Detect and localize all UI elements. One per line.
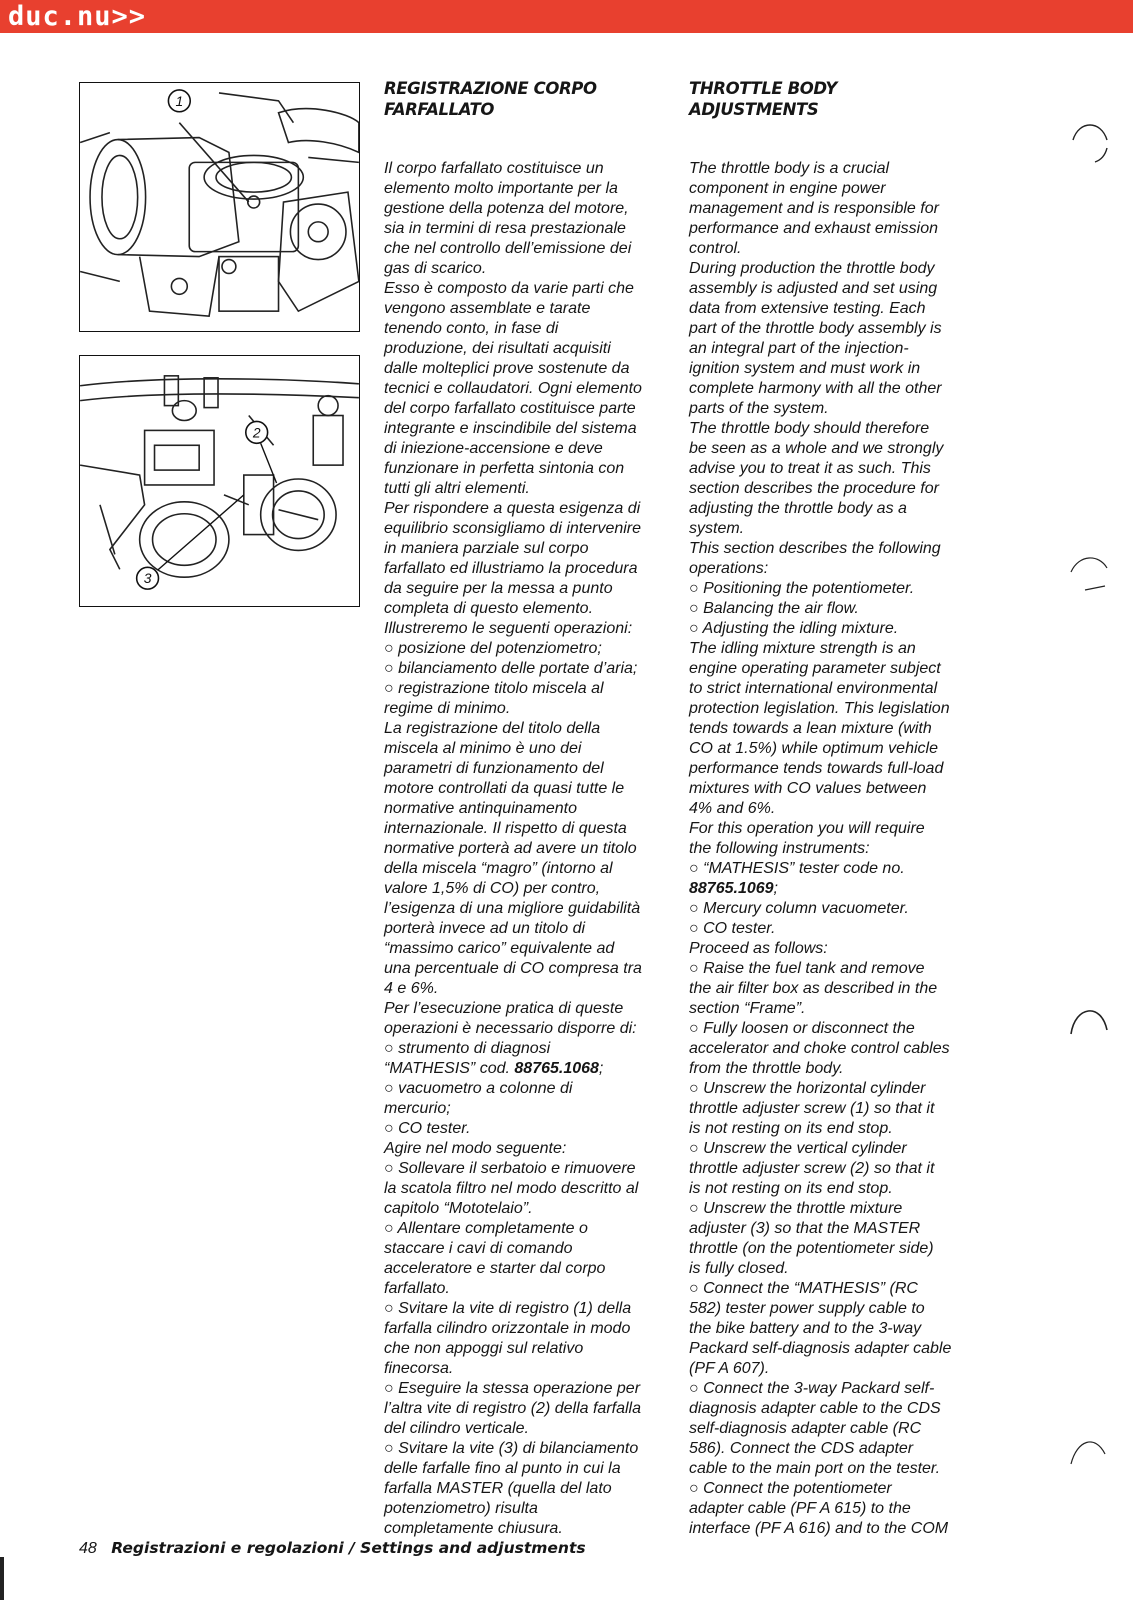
english-line: ○ Balancing the air flow. <box>689 600 859 617</box>
italian-line: dalle molteplici prove sostenute da <box>384 360 630 377</box>
english-column <box>689 78 979 1539</box>
italian-line: valore 1,5% di CO) per contro, <box>384 880 601 897</box>
italian-line: La registrazione del titolo della <box>384 720 601 737</box>
english-line: adjusting the throttle body as a <box>689 500 907 517</box>
english-line: ○ Unscrew the vertical cylinder <box>689 1140 907 1157</box>
italian-line: la scatola filtro nel modo descritto al <box>384 1180 639 1197</box>
english-line: data from extensive testing. Each <box>689 300 926 317</box>
italian-line: Illustreremo le seguenti operazioni: <box>384 620 633 637</box>
english-line: ○ Fully loosen or disconnect the <box>689 1020 915 1037</box>
italian-line: normative antinquinamento <box>384 800 578 817</box>
english-line: tends towards a lean mixture (with <box>689 720 932 737</box>
english-line: ○ Raise the fuel tank and remove <box>689 960 925 977</box>
english-line: ○ CO tester. <box>689 920 776 937</box>
italian-line: Per l’esecuzione pratica di queste <box>384 1000 624 1017</box>
english-line <box>689 139 979 159</box>
italian-line: che non appoggi sul relativo <box>384 1340 584 1357</box>
english-line: Packard self-diagnosis adapter cable <box>689 1340 952 1357</box>
english-line: This section describes the following <box>689 540 941 557</box>
english-line: throttle adjuster screw (1) so that it <box>689 1100 935 1117</box>
english-line: adjuster (3) so that the MASTER <box>689 1220 921 1237</box>
english-line: performance and exhaust emission <box>689 220 939 237</box>
english-line: ○ Connect the “MATHESIS” (RC <box>689 1280 918 1297</box>
tool-code: 88765.1069 <box>689 880 774 897</box>
italian-line: della miscela “magro” (intorno al <box>384 860 613 877</box>
english-line: 4% and 6%. <box>689 800 776 817</box>
italian-line: ○ Sollevare il serbatoio e rimuovere <box>384 1160 636 1177</box>
footer-title: Registrazioni e regolazioni / Settings and adjustments <box>111 1539 586 1557</box>
english-line: protection legislation. This legislation <box>689 700 950 717</box>
english-line: from the throttle body. <box>689 1060 844 1077</box>
english-line: 582) tester power supply cable to <box>689 1300 925 1317</box>
italian-line: di iniezione-accensione e deve <box>384 440 603 457</box>
english-line: ignition system and must work in <box>689 360 921 377</box>
margin-arc-icon <box>1065 1430 1111 1476</box>
tool-code-suffix: ; <box>598 1060 604 1077</box>
italian-line: ○ Svitare la vite (3) di bilanciamento <box>384 1440 639 1457</box>
english-line: is not resting on its end stop. <box>689 1120 893 1137</box>
italian-line: del corpo farfallato costituisce parte <box>384 400 636 417</box>
throttle-body-figure-1 <box>79 82 360 332</box>
italian-line: l’altra vite di registro (2) della farfalla <box>384 1400 641 1417</box>
italian-line: che nel controllo dell’emissione dei <box>384 240 632 257</box>
english-line: throttle adjuster screw (2) so that it <box>689 1160 935 1177</box>
italian-line <box>384 139 674 159</box>
margin-arc-icon <box>1065 1000 1111 1046</box>
italian-line: del cilindro verticale. <box>384 1420 529 1437</box>
english-line: ○ Mercury column vacuometer. <box>689 900 909 917</box>
italian-line: farfallato ed illustriamo la procedura <box>384 560 638 577</box>
english-line: During production the throttle body <box>689 260 935 277</box>
italian-line: farfalla MASTER (quella del lato <box>384 1480 612 1497</box>
throttle-body-illustration-2 <box>80 356 359 606</box>
english-line: ○ Unscrew the horizontal cylinder <box>689 1080 926 1097</box>
throttle-body-illustration-1 <box>80 83 359 331</box>
italian-line: ○ Eseguire la stessa operazione per <box>384 1380 641 1397</box>
english-line: throttle (on the potentiometer side) <box>689 1240 934 1257</box>
italian-line: completamente chiusura. <box>384 1520 563 1537</box>
italian-line: ○ posizione del potenziometro; <box>384 640 602 657</box>
italian-line: mercurio; <box>384 1100 451 1117</box>
english-line: The throttle body is a crucial <box>689 160 890 177</box>
italian-line: Agire nel modo seguente: <box>384 1140 567 1157</box>
english-line: is fully closed. <box>689 1260 789 1277</box>
english-line: advise you to treat it as such. This <box>689 460 931 477</box>
italian-line: tecnici e collaudatori. Ogni elemento <box>384 380 642 397</box>
italian-line: ○ Allentare completamente o <box>384 1220 588 1237</box>
italian-line: vengono assemblate e tarate <box>384 300 591 317</box>
italian-line: porterà invece ad un titolo di <box>384 920 586 937</box>
site-logo[interactable]: duc.nu>> <box>8 1 147 32</box>
english-line: 586). Connect the CDS adapter <box>689 1440 914 1457</box>
italian-line: una percentuale di CO compresa tra <box>384 960 642 977</box>
italian-line: capitolo “Mototelaio”. <box>384 1200 533 1217</box>
english-line: the following instruments: <box>689 840 870 857</box>
english-line: cable to the main port on the tester. <box>689 1460 941 1477</box>
margin-arc-icon <box>1065 120 1111 166</box>
italian-line: tutti gli altri elementi. <box>384 480 530 497</box>
english-line: the bike battery and to the 3-way <box>689 1320 922 1337</box>
english-line: self-diagnosis adapter cable (RC <box>689 1420 922 1437</box>
italian-line: acceleratore e starter dal corpo <box>384 1260 606 1277</box>
english-line: ○ Positioning the potentiometer. <box>689 580 915 597</box>
italian-line: “MATHESIS” cod. 88765.1068; <box>384 1060 604 1077</box>
italian-line: funzionare in perfetta sintonia con <box>384 460 625 477</box>
english-line: (PF A 607). <box>689 1360 770 1377</box>
tool-code: 88765.1068 <box>514 1060 599 1077</box>
english-line: mixtures with CO values between <box>689 780 927 797</box>
italian-line: integrante e inscindibile del sistema <box>384 420 637 437</box>
english-line: is not resting on its end stop. <box>689 1180 893 1197</box>
italian-line: finecorsa. <box>384 1360 454 1377</box>
english-line: management and is responsible for <box>689 200 939 217</box>
english-line: For this operation you will require <box>689 820 925 837</box>
tool-code-suffix: ; <box>773 880 778 897</box>
english-line: interface (PF A 616) and to the COM <box>689 1520 949 1537</box>
italian-line: Per rispondere a questa esigenza di <box>384 500 641 517</box>
margin-arc-icon <box>1065 550 1111 596</box>
english-line: ○ Unscrew the throttle mixture <box>689 1200 903 1217</box>
english-line: Proceed as follows: <box>689 940 828 957</box>
english-line: an integral part of the injection- <box>689 340 909 357</box>
english-line: to strict international environmental <box>689 680 938 697</box>
italian-line: gestione della potenza del motore, <box>384 200 629 217</box>
english-line: engine operating parameter subject <box>689 660 941 677</box>
english-line: component in engine power <box>689 180 886 197</box>
english-line: accelerator and choke control cables <box>689 1040 950 1057</box>
italian-line: farfallato. <box>384 1280 450 1297</box>
english-line: control. <box>689 240 742 257</box>
page-number: 48 <box>79 1540 97 1557</box>
english-line: parts of the system. <box>689 400 829 417</box>
english-line: be seen as a whole and we strongly <box>689 440 944 457</box>
italian-line: ○ registrazione titolo miscela al <box>384 680 604 697</box>
italian-line: produzione, dei risultati acquisiti <box>384 340 611 357</box>
italian-line: completa di questo elemento. <box>384 600 594 617</box>
english-line: adapter cable (PF A 615) to the <box>689 1500 911 1517</box>
italian-line: delle farfalle fino al punto in cui la <box>384 1460 621 1477</box>
italian-line: miscela al minimo è uno dei <box>384 740 582 757</box>
english-line: CO at 1.5%) while optimum vehicle <box>689 740 938 757</box>
italian-line: “massimo carico” equivalente ad <box>384 940 615 957</box>
italian-line: da seguire per la messa a punto <box>384 580 613 597</box>
english-line: diagnosis adapter cable to the CDS <box>689 1400 941 1417</box>
italian-heading: REGISTRAZIONE CORPO FARFALLATO <box>384 79 597 119</box>
english-line: ○ “MATHESIS” tester code no. <box>689 860 905 877</box>
throttle-body-figure-2 <box>79 355 360 607</box>
english-line: performance tends towards full-load <box>689 760 944 777</box>
italian-line: ○ CO tester. <box>384 1120 471 1137</box>
page-footer <box>79 1539 586 1558</box>
italian-line: farfalla cilindro orizzontale in modo <box>384 1320 631 1337</box>
italian-line: staccare i cavi di comando <box>384 1240 573 1257</box>
italian-line: 4 e 6%. <box>384 980 439 997</box>
english-line: section “Frame”. <box>689 1000 806 1017</box>
italian-line: Esso è composto da varie parti che <box>384 280 634 297</box>
italian-line: ○ strumento di diagnosi <box>384 1040 551 1057</box>
callout-2: 2 <box>252 424 261 441</box>
italian-column <box>384 78 674 1539</box>
english-line: The throttle body should therefore <box>689 420 930 437</box>
english-line: section describes the procedure for <box>689 480 939 497</box>
callout-3: 3 <box>143 570 152 587</box>
italian-line: equilibrio sconsigliamo di intervenire <box>384 520 642 537</box>
italian-line: sia in termini di resa prestazionale <box>384 220 626 237</box>
italian-line: l’esigenza di una migliore guidabilità <box>384 900 641 917</box>
english-heading: THROTTLE BODY ADJUSTMENTS <box>689 79 837 119</box>
italian-line: ○ Svitare la vite di registro (1) della <box>384 1300 632 1317</box>
italian-line: Il corpo farfallato costituisce un <box>384 160 604 177</box>
english-body <box>689 139 979 1539</box>
english-line: operations: <box>689 560 769 577</box>
english-line <box>689 879 979 899</box>
italian-line: gas di scarico. <box>384 260 487 277</box>
italian-line: ○ vacuometro a colonne di <box>384 1080 573 1097</box>
english-line: complete harmony with all the other <box>689 380 942 397</box>
english-line: assembly is adjusted and set using <box>689 280 938 297</box>
english-line: part of the throttle body assembly is <box>689 320 942 337</box>
italian-line: ○ bilanciamento delle portate d’aria; <box>384 660 638 677</box>
italian-line: motore controllati da quasi tutte le <box>384 780 625 797</box>
italian-line: in maniera parziale sul corpo <box>384 540 589 557</box>
italian-line: elemento molto importante per la <box>384 180 618 197</box>
italian-line: internazionale. Il rispetto di questa <box>384 820 627 837</box>
italian-line: tenendo conto, in fase di <box>384 320 559 337</box>
italian-line: regime di minimo. <box>384 700 511 717</box>
scan-edge-mark <box>0 1557 4 1600</box>
italian-body <box>384 139 674 1539</box>
italian-line: normative porterà ad avere un titolo <box>384 840 637 857</box>
callout-1: 1 <box>175 92 184 109</box>
english-line: The idling mixture strength is an <box>689 640 916 657</box>
italian-line: potenziometro) risulta <box>384 1500 538 1517</box>
english-line: ○ Connect the 3-way Packard self- <box>689 1380 935 1397</box>
header-banner <box>0 0 1133 33</box>
italian-line: operazioni è necessario disporre di: <box>384 1020 637 1037</box>
italian-line: parametri di funzionamento del <box>384 760 604 777</box>
english-line: system. <box>689 520 745 537</box>
english-line: ○ Adjusting the idling mixture. <box>689 620 899 637</box>
english-line: ○ Connect the potentiometer <box>689 1480 892 1497</box>
english-line: the air filter box as described in the <box>689 980 938 997</box>
